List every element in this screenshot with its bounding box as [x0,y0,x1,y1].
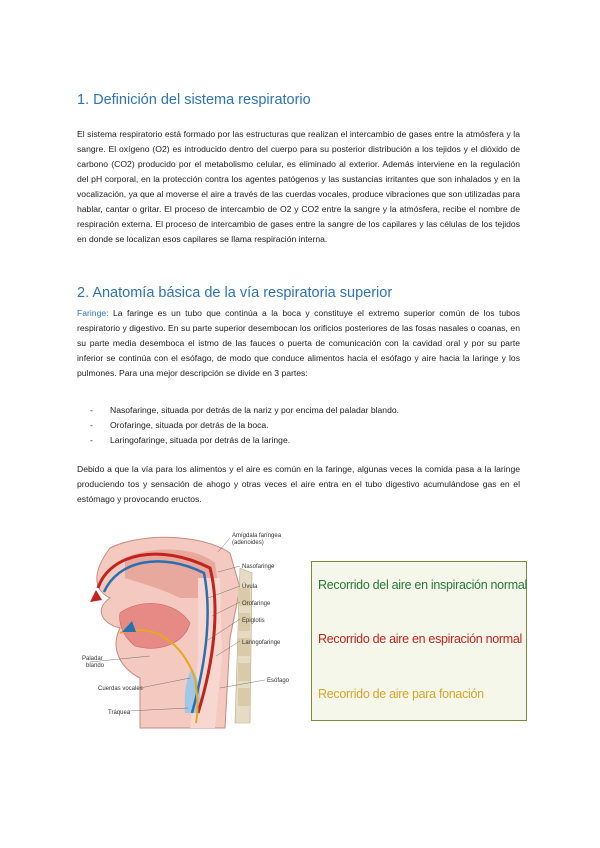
airflow-legend [311,561,527,721]
label-cuerdas-vocales: Cuerdas vocales [98,686,143,692]
bullet-dash: - [90,405,93,415]
list-item-text: Nasofaringe, situada por detrás de la nariz y por encima del paladar blando. [110,405,400,415]
bullet-dash: - [90,435,93,445]
pharynx-anatomy-illustration [80,528,312,730]
label-esofago: Esófago [267,678,290,684]
label-orofaringe: Orofaringe [242,601,271,607]
faringe-text: La faringe es un tubo que continúa a la boca y constituye el extremo superior común de los tubos respiratorio y digestivo. En su parte superior desembocan los orificios posteriores de las fosas nasales o coanas, en su parte media desemboca el istmo de las fauces o puerta de comunicación con la cavidad oral y por su parte inferior se continúa con el esófago, de modo que conduce alimentos hacia el esófago y aire hacia la laringe y los pulmones. Para una mejor descripción se divide en 3 partes: [77,308,520,378]
legend-phonation: Recorrido de aire para fonación [318,687,484,701]
list-item [77,403,520,418]
section-2-heading: 2. Anatomía básica de la vía respiratoria superior [77,285,393,301]
label-uvula: Úvula [242,584,258,590]
section-1-heading: 1. Definición del sistema respiratorio [77,92,311,108]
legend-inspiration: Recorrido del aire en inspiración normal [318,578,527,592]
label-paladar: Paladar [82,656,103,662]
list-item [77,418,520,433]
list-item-text: Laringofaringe, situada por detrás de la laringe. [110,435,291,445]
label-adenoides: (adenoides) [232,540,264,546]
label-laringofaringe: Laringofaringe [242,640,281,646]
label-blando: blando [86,663,105,669]
section-2-paragraph [77,306,520,381]
label-amigdala: Amígdala faríngea [232,533,282,539]
label-traquea: Tráquea [108,710,131,716]
list-item-text: Orofaringe, situada por detrás de la boca. [110,420,269,430]
legend-expiration: Recorrido de aire en espiración normal [318,632,522,646]
pharynx-parts-list [77,403,520,448]
section-1-paragraph: El sistema respiratorio está formado por las estructuras que realizan el intercambio de gases entre la atmósfera y la sangre. El oxígeno (O2) es introducido dentro del cuerpo para su posterior distribución a los tejidos y el dióxido de carbono (CO2) producido por el metabolismo celular, es eliminado al exterior. Además interviene en la regulación del pH corporal, en la protección contra los agentes patógenos y las sustancias irritantes que son inhalados y en la vocalización, ya que al moverse el aire a través de las cuerdas vocales, produce vibraciones que son utilizadas para hablar, cantar o gritar. El proceso de intercambio de O2 y CO2 entre la sangre y la atmósfera, recibe el nombre de respiración externa. El proceso de intercambio de gases entre la sangre de los capilares y las células de los tejidos en donde se localizan esos capilares se llama respiración interna. [77,129,520,244]
label-epiglotis: Epiglotis [242,618,265,624]
closing-paragraph: Debido a que la vía para los alimentos y el aire es común en la faringe, algunas veces la comida pasa a la laringe produciendo tos y sensación de ahogo y otras veces el aire entra en el tubo digestivo acumulándose gas en el estómago y provocando eructos. [77,464,520,504]
label-nasofaringe: Nasofaringe [242,564,275,570]
list-item [77,433,520,448]
faringe-label: Faringe: [77,308,109,318]
bullet-dash: - [90,420,93,430]
